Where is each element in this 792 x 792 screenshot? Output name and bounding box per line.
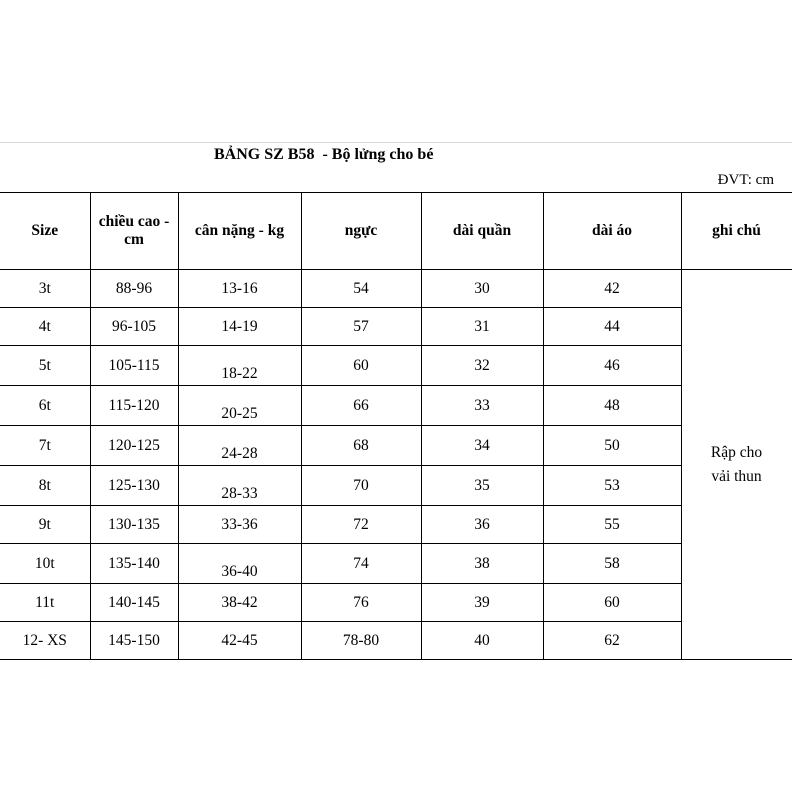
- cell-weight: 20-25: [178, 386, 301, 426]
- table-row: [0, 386, 792, 426]
- cell-height: 140-145: [90, 584, 178, 622]
- cell-size: 11t: [0, 584, 90, 622]
- unit-label: ĐVT: cm: [717, 172, 774, 188]
- cell-shirt-length: 53: [543, 466, 681, 506]
- table-title-text: BẢNG SZ B58 - Bộ lửng cho bé: [214, 146, 434, 163]
- header-weight: cân nặng - kg: [178, 193, 301, 270]
- table-row: [0, 346, 792, 386]
- cell-pants-length: 30: [421, 270, 543, 308]
- cell-pants-length: 38: [421, 544, 543, 584]
- cell-height: 125-130: [90, 466, 178, 506]
- table-row: [0, 622, 792, 660]
- table-row: [0, 466, 792, 506]
- header-size: Size: [0, 193, 90, 270]
- cell-chest: 72: [301, 506, 421, 544]
- cell-weight: 33-36: [178, 506, 301, 544]
- table-row: [0, 308, 792, 346]
- cell-size: 4t: [0, 308, 90, 346]
- cell-pants-length: 33: [421, 386, 543, 426]
- cell-chest: 76: [301, 584, 421, 622]
- cell-shirt-length: 42: [543, 270, 681, 308]
- cell-size: 3t: [0, 270, 90, 308]
- cell-pants-length: 31: [421, 308, 543, 346]
- cell-size: 7t: [0, 426, 90, 466]
- cell-size: 12- XS: [0, 622, 90, 660]
- cell-weight: 36-40: [178, 544, 301, 584]
- cell-pants-length: 35: [421, 466, 543, 506]
- cell-height: 130-135: [90, 506, 178, 544]
- cell-weight: 24-28: [178, 426, 301, 466]
- cell-size: 9t: [0, 506, 90, 544]
- cell-weight: 42-45: [178, 622, 301, 660]
- cell-height: 115-120: [90, 386, 178, 426]
- cell-height: 88-96: [90, 270, 178, 308]
- cell-pants-length: 32: [421, 346, 543, 386]
- header-chest: ngực: [301, 193, 421, 270]
- cell-shirt-length: 60: [543, 584, 681, 622]
- cell-size: 6t: [0, 386, 90, 426]
- header-row: [0, 193, 792, 270]
- cell-height: 135-140: [90, 544, 178, 584]
- cell-weight: 38-42: [178, 584, 301, 622]
- cell-height: 105-115: [90, 346, 178, 386]
- header-height: chiều cao - cm: [90, 193, 178, 270]
- header-shirt-length: dài áo: [543, 193, 681, 270]
- table-row: [0, 426, 792, 466]
- cell-note: Rập cho vải thun: [681, 270, 792, 660]
- cell-height: 120-125: [90, 426, 178, 466]
- cell-shirt-length: 58: [543, 544, 681, 584]
- cell-shirt-length: 48: [543, 386, 681, 426]
- cell-chest: 70: [301, 466, 421, 506]
- cell-shirt-length: 50: [543, 426, 681, 466]
- cell-weight: 13-16: [178, 270, 301, 308]
- header-note: ghi chú: [681, 193, 792, 270]
- cell-shirt-length: 55: [543, 506, 681, 544]
- cell-shirt-length: 44: [543, 308, 681, 346]
- cell-size: 8t: [0, 466, 90, 506]
- cell-weight: 18-22: [178, 346, 301, 386]
- cell-shirt-length: 62: [543, 622, 681, 660]
- table-row: [0, 544, 792, 584]
- cell-chest: 57: [301, 308, 421, 346]
- cell-chest: 68: [301, 426, 421, 466]
- cell-height: 145-150: [90, 622, 178, 660]
- table-row: [0, 584, 792, 622]
- cell-shirt-length: 46: [543, 346, 681, 386]
- cell-size: 5t: [0, 346, 90, 386]
- size-table: [0, 192, 792, 660]
- cell-pants-length: 39: [421, 584, 543, 622]
- table-row: [0, 506, 792, 544]
- header-pants-length: dài quần: [421, 193, 543, 270]
- cell-height: 96-105: [90, 308, 178, 346]
- table-title: [0, 142, 792, 166]
- cell-pants-length: 34: [421, 426, 543, 466]
- cell-chest: 78-80: [301, 622, 421, 660]
- cell-pants-length: 36: [421, 506, 543, 544]
- cell-pants-length: 40: [421, 622, 543, 660]
- cell-chest: 74: [301, 544, 421, 584]
- cell-weight: 28-33: [178, 466, 301, 506]
- cell-chest: 54: [301, 270, 421, 308]
- cell-chest: 66: [301, 386, 421, 426]
- cell-weight: 14-19: [178, 308, 301, 346]
- cell-chest: 60: [301, 346, 421, 386]
- table-row: [0, 270, 792, 308]
- cell-size: 10t: [0, 544, 90, 584]
